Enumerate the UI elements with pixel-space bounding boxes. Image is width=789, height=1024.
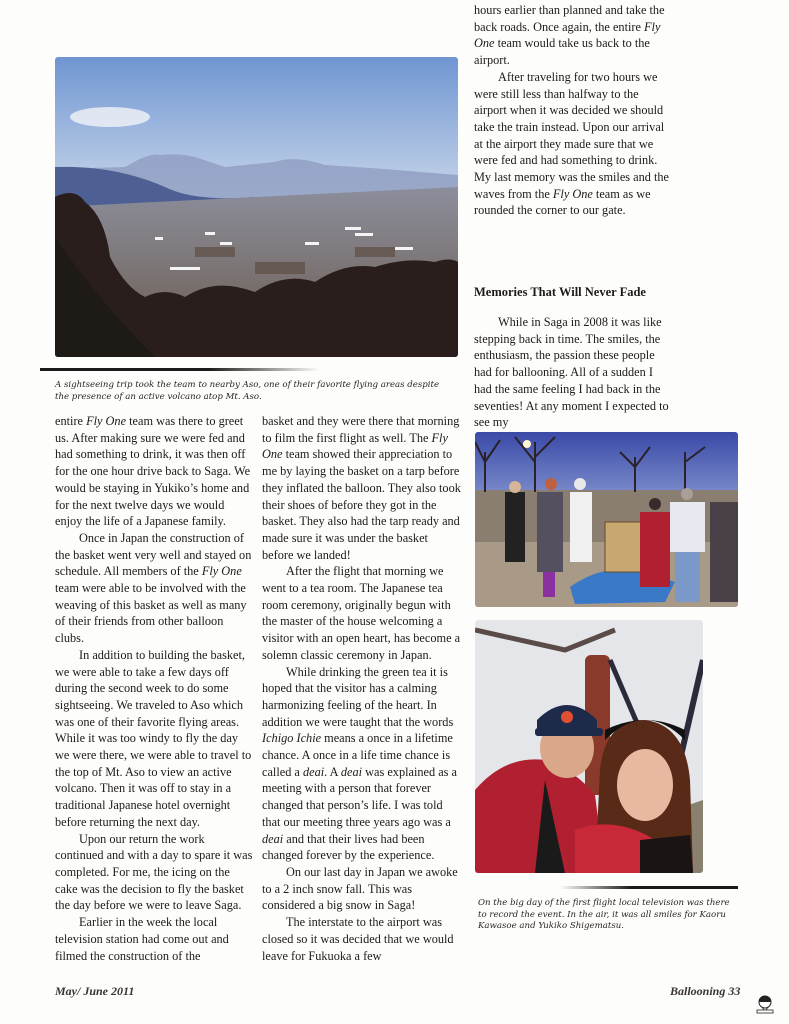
issue-date: May/ June 2011 — [55, 984, 135, 998]
paragraph — [262, 413, 462, 563]
paragraph — [262, 914, 462, 964]
text-run: team as we rounded the corner to our gate. — [474, 186, 651, 218]
couple-image — [475, 620, 703, 873]
text-run: While in Saga in 2008 it was like stepping back in time. The smiles, the enthusiasm, the passion these people had for ballooning. All of a sudden I had the same feeling I had back in the seventies! At any moment I expected to see my — [474, 315, 669, 430]
text-run: team were able to be involved with the weaving of this basket as well as many of their friends from other balloon clubs. — [55, 581, 247, 646]
paragraph — [474, 314, 670, 431]
text-run: team would take us back to the airport. — [474, 36, 650, 68]
text-run: means a once in a lifetime chance. A once in a life time chance is called a — [262, 731, 453, 779]
text-run: Once in Japan the construction of the basket went very well and stayed on schedule. All members of the — [55, 530, 252, 579]
photo-couple-in-balloon — [475, 620, 703, 873]
text-run: After the flight that morning we went to a tea room. The Japanese tea room ceremony, originally begun with the master of the house welcoming a visitor with an open heart, has become a solemn classic ceremony in Japan. — [262, 564, 461, 662]
caption-aso: A sightseeing trip took the team to nearby Aso, one of their favorite flying areas despite the presence of an active volcano atop Mt. Aso. — [55, 380, 440, 402]
text-run: entire — [55, 414, 87, 428]
paragraph — [262, 664, 462, 864]
article-column-3-top — [474, 2, 674, 219]
italic-term: Fly One — [201, 564, 242, 579]
caption-rule — [40, 368, 320, 371]
text-run: The interstate to the airport was closed so it was decided that we would leave for Fukuoka a few — [262, 915, 454, 963]
italic-term: deai — [340, 764, 363, 779]
text-run: On our last day in Japan we awoke to a 2 inch snow fall. This was considered a big snow in Saga! — [262, 864, 458, 913]
paragraph — [55, 647, 253, 831]
paragraph — [262, 864, 462, 914]
text-run: While drinking the green tea it is hoped that the visitor has a calming harmonizing feeling of the heart. In addition we were taught that the words — [262, 664, 454, 729]
text-run: basket and they were there that morning to film the first flight as well. The — [262, 414, 460, 445]
landscape-image — [55, 57, 458, 357]
paragraph — [474, 2, 674, 69]
page-number: Ballooning 33 — [670, 984, 741, 998]
italic-term: Fly One — [86, 414, 127, 428]
italic-term: Fly One — [474, 19, 661, 51]
text-run: was explained as a meeting with a person that forever changed that person’s life. I was told that our meeting three years ago was a — [262, 764, 457, 829]
paragraph — [55, 914, 253, 964]
text-run: In addition to building the basket, we were able to take a few days off during the second week to do some sightseeing. We traveled to Aso which was one of their favorite flying areas. While it was too windy to fly the day we were there, we were able to travel to the top of Mt. Aso to view an active volcano. Then it was off to stay in a traditional Japanese hotel overnight before returning the next day. — [55, 647, 252, 829]
photo-aso-landscape — [55, 57, 458, 357]
balloon-logo-icon — [756, 995, 774, 1015]
italic-term: Fly One — [262, 430, 448, 462]
text-run: hours earlier than planned and take the back roads. Once again, the entire — [474, 3, 665, 34]
italic-term: deai — [262, 831, 284, 846]
paragraph — [474, 69, 674, 219]
italic-term: deai — [302, 764, 325, 779]
text-run: team showed their appreciation to me by laying the basket on a tarp before they inflated the balloon. They also took their shoes of before they got in the basket. They also had the tarp ready and made sure it was under the basket before we landed! — [262, 447, 461, 562]
caption-first-flight: On the big day of the first flight local television was there to record the event. In the air, it was all smiles for Kaoru Kawasoe and Yukiko Shigematsu. — [478, 898, 730, 931]
text-run: Upon our return the work continued and with a day to spare it was completed. For me, the icing on the cake was the decision to fly the basket the day before we were to leave Saga. — [55, 831, 253, 913]
photo-basket-crowd — [475, 432, 738, 607]
text-run: Earlier in the week the local television station had come out and filmed the construction of the — [55, 915, 229, 963]
section-heading: Memories That Will Never Fade — [474, 285, 646, 299]
article-column-2 — [262, 413, 462, 964]
italic-term: Fly One — [552, 186, 593, 201]
paragraph — [55, 530, 253, 647]
article-column-1 — [55, 413, 253, 964]
caption-rule-2 — [560, 886, 738, 889]
paragraph — [55, 413, 253, 530]
text-run: team was there to greet us. After making sure we were fed and had something to drink, it was then off for the one hour drive back to Saga. We would be staying in Yukiko’s home and for the next twelve days we would enjoy the life of a Japanese family. — [55, 414, 251, 529]
crowd-image — [475, 432, 738, 607]
paragraph — [55, 831, 253, 915]
section-heading-container — [474, 284, 734, 301]
paragraph — [262, 563, 462, 663]
article-column-3-bottom — [474, 314, 670, 431]
italic-term: Ichigo Ichie — [262, 731, 322, 746]
text-run: . A — [324, 764, 341, 779]
text-run: After traveling for two hours we were still less than halfway to the airport when it was decided we should take the train instead. Upon our arrival at the airport they made sure that we were fed and had something to drink. My last memory was the smiles and the waves from the — [474, 69, 670, 201]
text-run: and that their lives had been changed forever by the experience. — [262, 831, 435, 863]
